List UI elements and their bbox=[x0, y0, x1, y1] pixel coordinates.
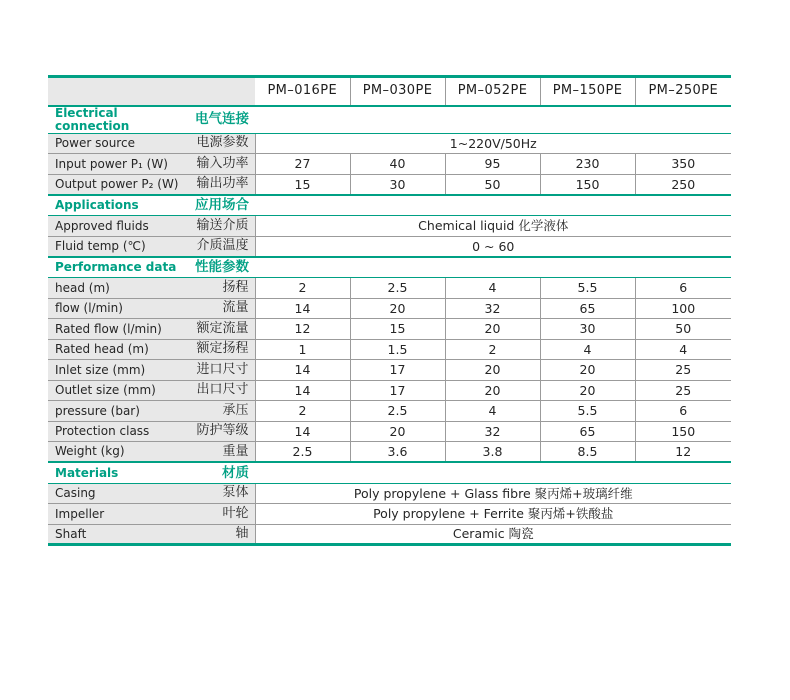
table-row bbox=[48, 174, 731, 195]
cell-value: 14 bbox=[255, 380, 350, 401]
table-row bbox=[48, 298, 731, 319]
cell-value: 17 bbox=[350, 380, 445, 401]
table-row bbox=[48, 360, 731, 381]
header-corner-cell bbox=[48, 77, 255, 106]
section-title-en: Materials bbox=[48, 462, 178, 483]
cell-value: 5.5 bbox=[540, 278, 635, 299]
table-row bbox=[48, 278, 731, 299]
row-label-zh: 电源参数 bbox=[178, 133, 255, 154]
section-title-en: Performance data bbox=[48, 257, 178, 278]
cell-value: 12 bbox=[255, 319, 350, 340]
cell-value: 4 bbox=[635, 339, 731, 360]
model-header: PM–150PE bbox=[540, 77, 635, 106]
cell-merged-value: Chemical liquid 化学液体 bbox=[255, 216, 731, 237]
pump-spec-table bbox=[48, 75, 731, 546]
row-label-en: Approved fluids bbox=[48, 216, 178, 237]
row-label-en: Casing bbox=[48, 483, 178, 504]
cell-value: 100 bbox=[635, 298, 731, 319]
row-label-en: Input power P₁ (W) bbox=[48, 154, 178, 175]
cell-value: 14 bbox=[255, 421, 350, 442]
cell-value: 6 bbox=[635, 278, 731, 299]
cell-value: 30 bbox=[540, 319, 635, 340]
cell-value: 5.5 bbox=[540, 401, 635, 422]
table-row bbox=[48, 524, 731, 545]
cell-value: 1.5 bbox=[350, 339, 445, 360]
cell-value: 95 bbox=[445, 154, 540, 175]
model-header: PM–030PE bbox=[350, 77, 445, 106]
table-row bbox=[48, 133, 731, 154]
row-label-en: head (m) bbox=[48, 278, 178, 299]
section-header-spacer bbox=[255, 195, 731, 216]
cell-merged-value: Poly propylene + Ferrite 聚丙烯+铁酸盐 bbox=[255, 504, 731, 525]
cell-merged-value: Ceramic 陶瓷 bbox=[255, 524, 731, 545]
row-label-en: Outlet size (mm) bbox=[48, 380, 178, 401]
section-header-spacer bbox=[255, 257, 731, 278]
table-row bbox=[48, 504, 731, 525]
cell-value: 20 bbox=[350, 421, 445, 442]
cell-value: 12 bbox=[635, 442, 731, 463]
cell-merged-value: 0 ~ 60 bbox=[255, 236, 731, 257]
cell-value: 15 bbox=[350, 319, 445, 340]
section-title-en: Electrical connection bbox=[48, 106, 178, 134]
section-header-spacer bbox=[255, 462, 731, 483]
row-label-zh: 出口尺寸 bbox=[178, 380, 255, 401]
cell-value: 6 bbox=[635, 401, 731, 422]
section-title-zh: 材质 bbox=[178, 462, 255, 483]
cell-value: 27 bbox=[255, 154, 350, 175]
cell-value: 3.6 bbox=[350, 442, 445, 463]
row-label-en: Fluid temp (℃) bbox=[48, 236, 178, 257]
row-label-zh: 流量 bbox=[178, 298, 255, 319]
section-header-row bbox=[48, 257, 731, 278]
cell-value: 2 bbox=[445, 339, 540, 360]
cell-value: 4 bbox=[445, 278, 540, 299]
row-label-zh: 额定扬程 bbox=[178, 339, 255, 360]
table-row bbox=[48, 380, 731, 401]
cell-value: 14 bbox=[255, 298, 350, 319]
cell-value: 150 bbox=[635, 421, 731, 442]
section-title-en: Applications bbox=[48, 195, 178, 216]
section-title-zh: 性能参数 bbox=[178, 257, 255, 278]
row-label-en: Shaft bbox=[48, 524, 178, 545]
table-row bbox=[48, 442, 731, 463]
cell-value: 20 bbox=[445, 360, 540, 381]
cell-value: 40 bbox=[350, 154, 445, 175]
row-label-zh: 扬程 bbox=[178, 278, 255, 299]
row-label-en: Rated flow (l/min) bbox=[48, 319, 178, 340]
cell-value: 17 bbox=[350, 360, 445, 381]
cell-value: 25 bbox=[635, 360, 731, 381]
cell-value: 4 bbox=[540, 339, 635, 360]
cell-value: 20 bbox=[445, 319, 540, 340]
section-title-zh: 电气连接 bbox=[178, 106, 255, 134]
row-label-en: Protection class bbox=[48, 421, 178, 442]
cell-value: 230 bbox=[540, 154, 635, 175]
cell-value: 2.5 bbox=[350, 278, 445, 299]
row-label-en: Rated head (m) bbox=[48, 339, 178, 360]
row-label-zh: 输入功率 bbox=[178, 154, 255, 175]
cell-value: 65 bbox=[540, 421, 635, 442]
row-label-zh: 叶轮 bbox=[178, 504, 255, 525]
cell-value: 2 bbox=[255, 278, 350, 299]
cell-value: 8.5 bbox=[540, 442, 635, 463]
cell-value: 14 bbox=[255, 360, 350, 381]
section-header-row bbox=[48, 106, 731, 134]
row-label-zh: 输出功率 bbox=[178, 174, 255, 195]
cell-value: 2.5 bbox=[255, 442, 350, 463]
cell-value: 32 bbox=[445, 298, 540, 319]
table-row bbox=[48, 236, 731, 257]
cell-value: 3.8 bbox=[445, 442, 540, 463]
cell-value: 50 bbox=[635, 319, 731, 340]
cell-value: 20 bbox=[540, 380, 635, 401]
cell-value: 20 bbox=[350, 298, 445, 319]
cell-value: 1 bbox=[255, 339, 350, 360]
row-label-en: flow (l/min) bbox=[48, 298, 178, 319]
row-label-zh: 介质温度 bbox=[178, 236, 255, 257]
model-header: PM–052PE bbox=[445, 77, 540, 106]
cell-value: 20 bbox=[540, 360, 635, 381]
row-label-en: Inlet size (mm) bbox=[48, 360, 178, 381]
model-header-row bbox=[48, 77, 731, 106]
table-row bbox=[48, 154, 731, 175]
table-row bbox=[48, 421, 731, 442]
row-label-zh: 输送介质 bbox=[178, 216, 255, 237]
row-label-zh: 重量 bbox=[178, 442, 255, 463]
row-label-en: Weight (kg) bbox=[48, 442, 178, 463]
model-header: PM–250PE bbox=[635, 77, 731, 106]
cell-value: 2.5 bbox=[350, 401, 445, 422]
cell-value: 32 bbox=[445, 421, 540, 442]
row-label-en: pressure (bar) bbox=[48, 401, 178, 422]
cell-merged-value: Poly propylene + Glass fibre 聚丙烯+玻璃纤维 bbox=[255, 483, 731, 504]
cell-value: 2 bbox=[255, 401, 350, 422]
row-label-zh: 防护等级 bbox=[178, 421, 255, 442]
row-label-zh: 轴 bbox=[178, 524, 255, 545]
table-row bbox=[48, 401, 731, 422]
table-row bbox=[48, 483, 731, 504]
row-label-en: Output power P₂ (W) bbox=[48, 174, 178, 195]
model-header: PM–016PE bbox=[255, 77, 350, 106]
cell-value: 20 bbox=[445, 380, 540, 401]
cell-value: 30 bbox=[350, 174, 445, 195]
section-title-zh: 应用场合 bbox=[178, 195, 255, 216]
row-label-en: Power source bbox=[48, 133, 178, 154]
row-label-zh: 泵体 bbox=[178, 483, 255, 504]
section-header-row bbox=[48, 462, 731, 483]
row-label-zh: 承压 bbox=[178, 401, 255, 422]
table-row bbox=[48, 216, 731, 237]
cell-value: 65 bbox=[540, 298, 635, 319]
row-label-en: Impeller bbox=[48, 504, 178, 525]
cell-value: 4 bbox=[445, 401, 540, 422]
cell-value: 250 bbox=[635, 174, 731, 195]
row-label-zh: 额定流量 bbox=[178, 319, 255, 340]
cell-merged-value: 1~220V/50Hz bbox=[255, 133, 731, 154]
section-header-spacer bbox=[255, 106, 731, 134]
cell-value: 350 bbox=[635, 154, 731, 175]
cell-value: 150 bbox=[540, 174, 635, 195]
row-label-zh: 进口尺寸 bbox=[178, 360, 255, 381]
section-header-row bbox=[48, 195, 731, 216]
table-row bbox=[48, 339, 731, 360]
cell-value: 15 bbox=[255, 174, 350, 195]
cell-value: 50 bbox=[445, 174, 540, 195]
table-row bbox=[48, 319, 731, 340]
cell-value: 25 bbox=[635, 380, 731, 401]
